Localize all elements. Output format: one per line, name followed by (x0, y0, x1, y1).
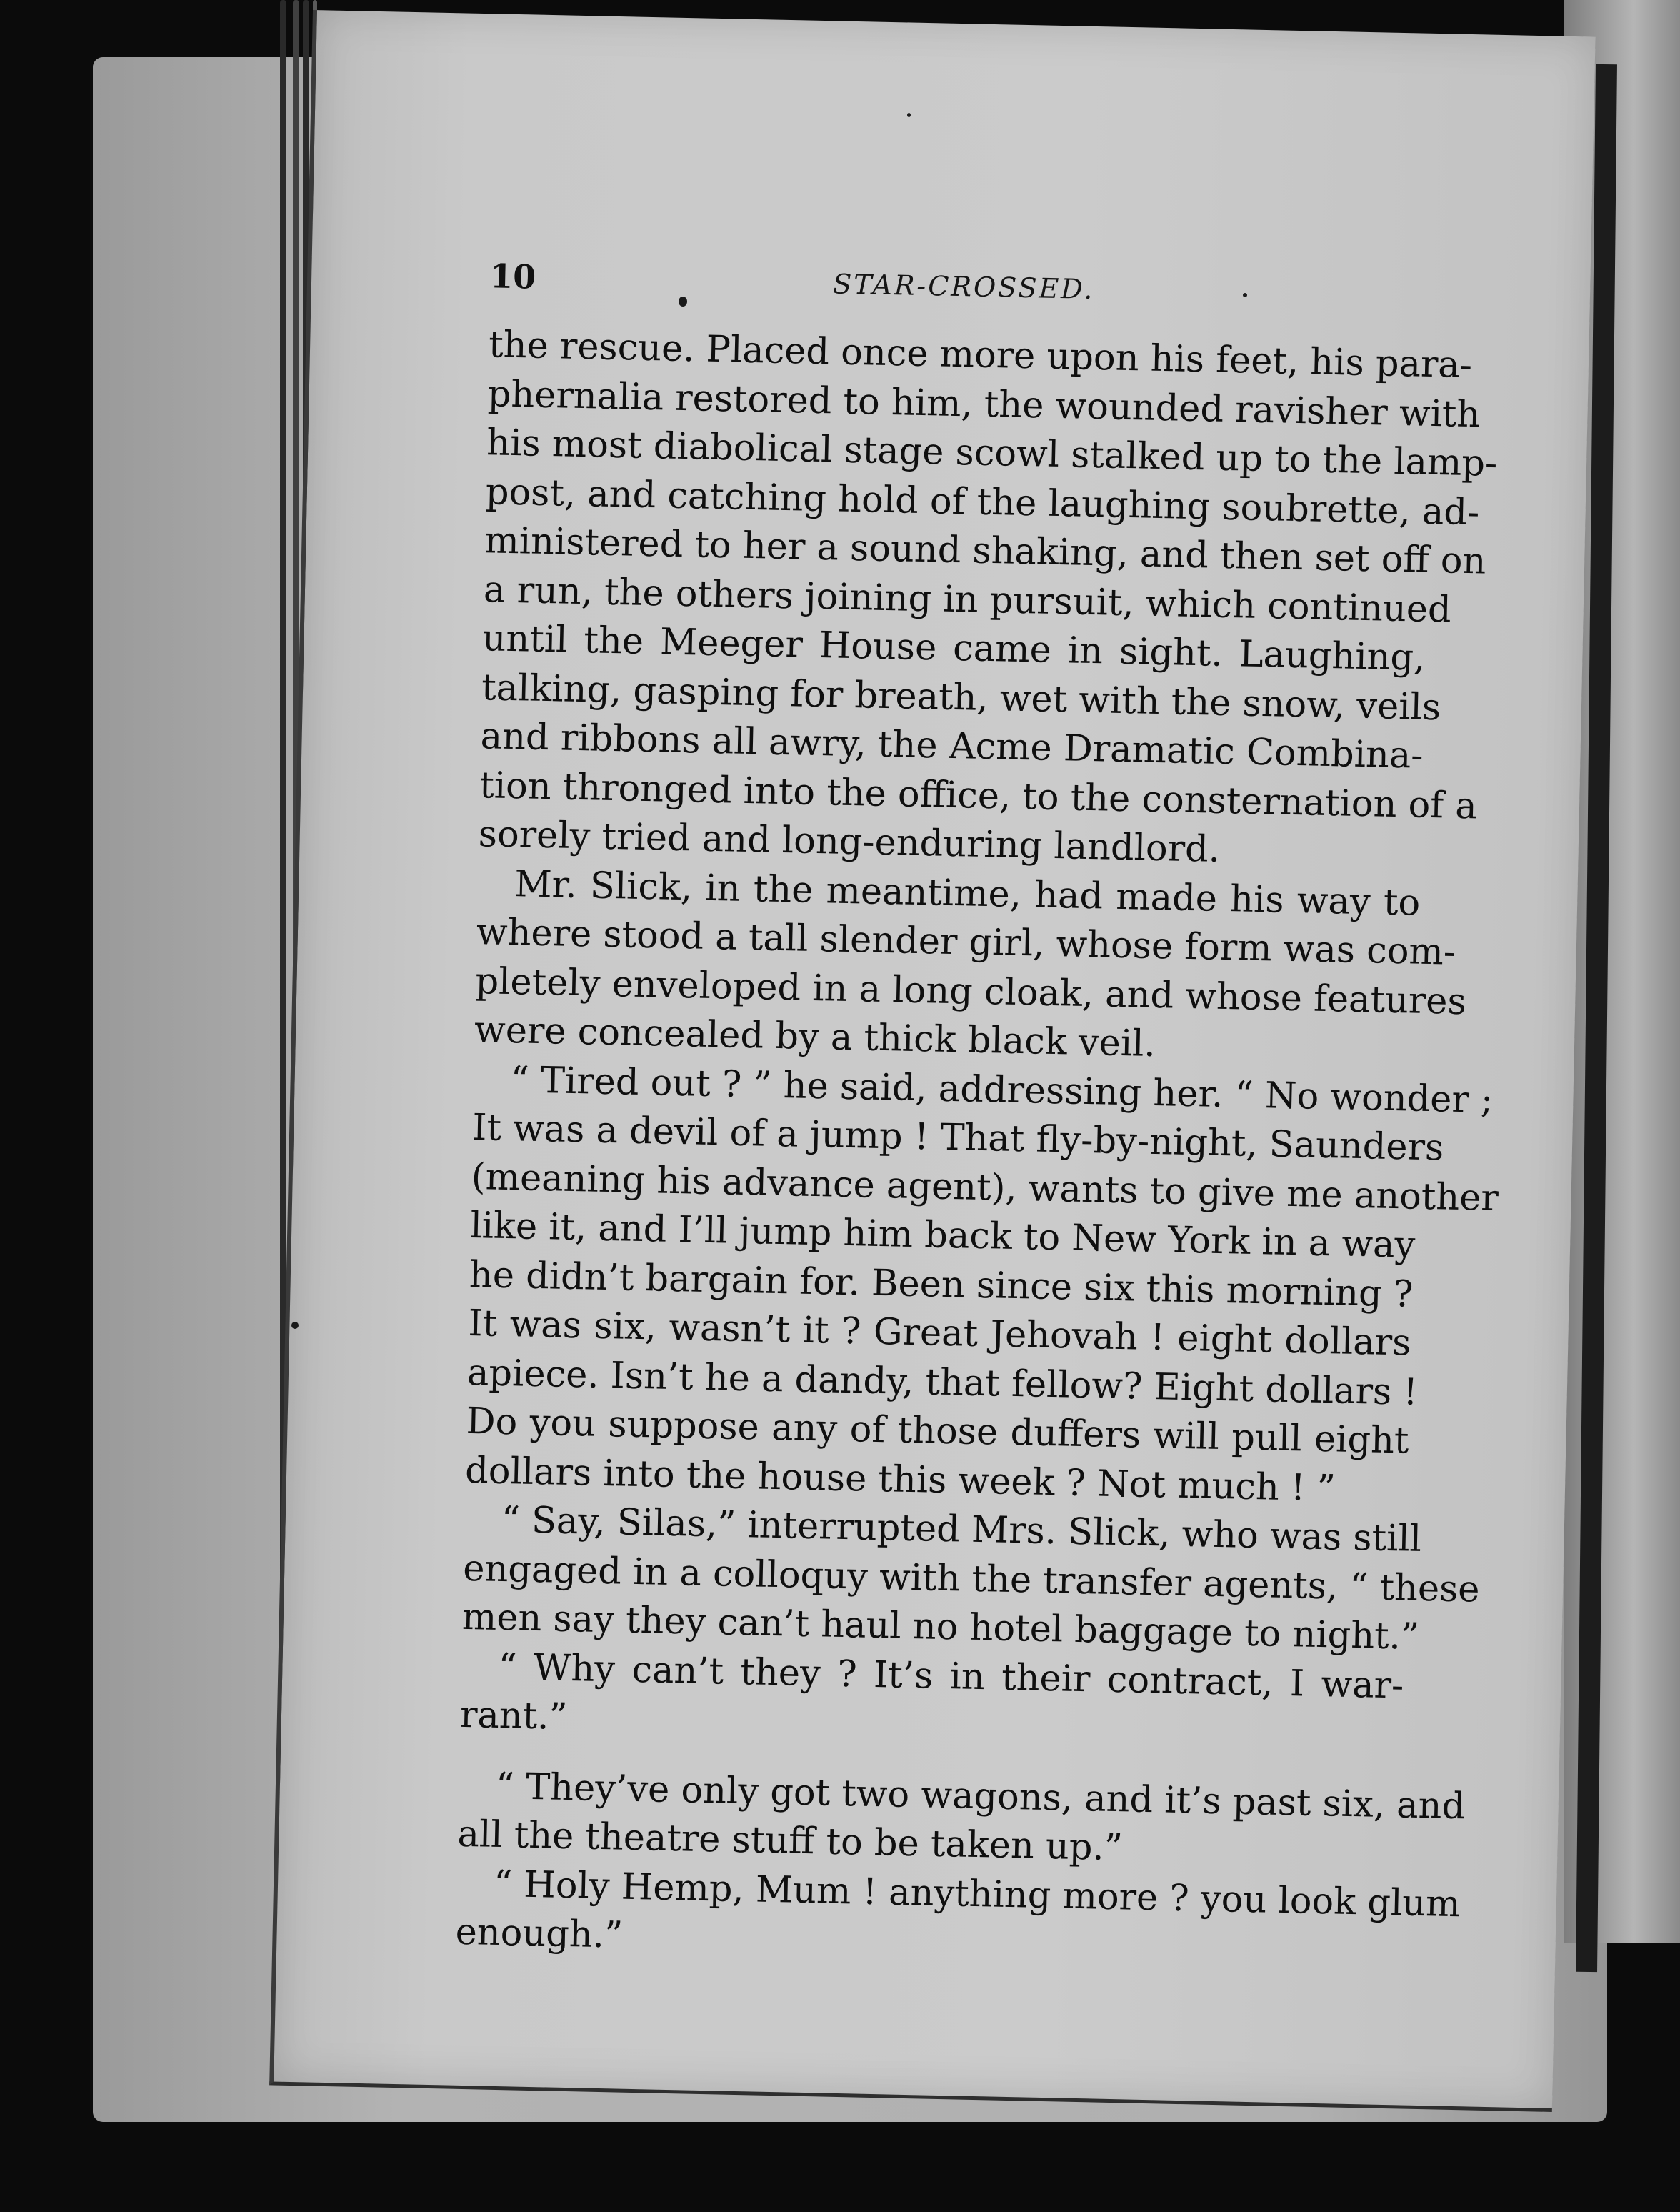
text-line: talking, gasping for breath, wet with the snow, veils (481, 666, 1441, 729)
text-line: engaged in a colloquy with the transfer agents, “ these (462, 1547, 1481, 1611)
text-line: enough.” (455, 1910, 624, 1957)
text-line: men say they can’t haul no hotel baggage to night.” (461, 1595, 1420, 1658)
running-head: STAR-CROSSED. (832, 268, 1095, 306)
text-line: until the Meeger House came in sight. Laughing, (482, 617, 1426, 679)
text-line: where stood a tall slender girl, whose form was com- (476, 911, 1456, 974)
text-line: “ Holy Hemp, Mum ! anything more ? you look glum (493, 1863, 1461, 1925)
text-line: phernalia restored to him, the wounded ravisher with (487, 372, 1481, 436)
text-line: “ Tired out ? ” he said, addressing her. “ No wonder ; (510, 1058, 1494, 1122)
book-page (269, 10, 1595, 2112)
text-line: all the theatre stuff to be taken up.” (456, 1813, 1124, 1870)
text-line: “ They’ve only got two wagons, and it’s past six, and (495, 1765, 1466, 1828)
page-number: 10 (489, 256, 536, 297)
text-line: “ Say, Silas,” interrupted Mrs. Slick, who was still (501, 1498, 1422, 1560)
text-line: and ribbons all awry, the Acme Dramatic Combina- (480, 715, 1424, 777)
text-line: (meaning his advance agent), wants to give me another (471, 1155, 1499, 1220)
text-line: his most diabolical stage scowl stalked up to the lamp- (486, 422, 1498, 485)
text-line: ministered to her a sound shaking, and then set off on (484, 519, 1486, 583)
text-line: Do you suppose any of those duffers will pull eight (466, 1400, 1410, 1463)
text-line: were concealed by a thick black veil. (474, 1009, 1156, 1066)
text-line: he didn’t bargain for. Been since six this morning ? (469, 1253, 1414, 1316)
text-line: It was six, wasn’t it ? Great Jehovah ! eight dollars (467, 1302, 1411, 1365)
text-line: Mr. Slick, in the meantime, had made his way to (514, 862, 1421, 925)
text-line: post, and catching hold of the laughing soubrette, ad- (485, 470, 1480, 534)
page-header (489, 256, 1490, 327)
text-line: a run, the others joining in pursuit, which continued (483, 568, 1452, 632)
text-line: pletely enveloped in a long cloak, and whose features (474, 960, 1467, 1023)
text-line: dollars into the house this week ? Not much ! ” (464, 1449, 1336, 1510)
text-line: the rescue. Placed once more upon his feet, his para- (488, 324, 1473, 387)
text-line: like it, and I’ll jump him back to New York in a way (469, 1204, 1416, 1267)
text-line: rant.” (459, 1693, 569, 1738)
text-line: sorely tried and long-enduring landlord. (478, 813, 1221, 871)
text-line: apiece. Isn’t he a dandy, that fellow? Eight dollars ! (466, 1351, 1419, 1414)
text-line: It was a devil of a jump ! That fly-by-night, Saunders (471, 1107, 1444, 1170)
body-text (455, 321, 1499, 1977)
text-line: tion thronged into the office, to the consternation of a (479, 764, 1478, 827)
text-line: “ Why can’t they ? It’s in their contract, I war- (497, 1645, 1404, 1707)
